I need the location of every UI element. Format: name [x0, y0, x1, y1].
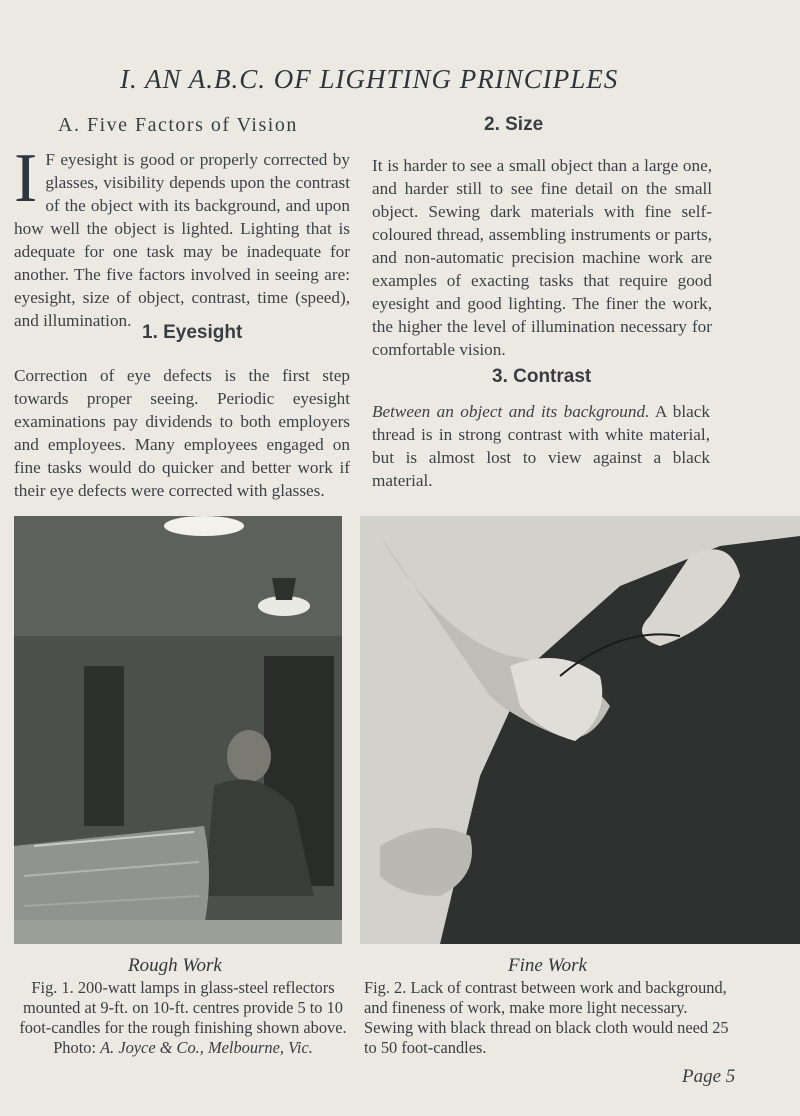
fig2-caption: Fig. 2. Lack of contrast between work and background, and fineness of work, make more light necessary. Sewing with black thread on black cloth would need 25 to 50 foot-candles. — [364, 978, 729, 1057]
contrast-body: A black thread is in strong contrast with white material, but is almost lost to view against a black material. — [372, 402, 711, 490]
eyesight-heading: 1. Eyesight — [142, 322, 243, 343]
contrast-heading: 3. Contrast — [492, 366, 592, 387]
contrast-text — [372, 400, 710, 492]
fine-work-photo — [360, 516, 800, 944]
photo-credit-prefix: Photo: — [53, 1038, 96, 1057]
photo-credit-name: A. Joyce & Co., Melbourne, Vic. — [100, 1038, 313, 1057]
fig2-title: Fine Work — [508, 955, 587, 976]
page-number: Page 5 — [682, 1066, 736, 1087]
size-heading: 2. Size — [484, 114, 544, 135]
fig1-caption — [8, 978, 358, 1058]
intro-paragraph — [14, 140, 350, 332]
page-title: I. AN A.B.C. OF LIGHTING PRINCIPLES — [120, 64, 619, 94]
intro-text: F eyesight is good or properly corrected by glasses, visibility depends upon the contrast of the object with its background, and upon how well the object is lighted. Lighting that is adequate for one task may be inadequate for another. The five factors involved in seeing are: eyesight, size of object, contrast, time (speed), and illumination. — [14, 150, 350, 330]
fig1-caption-text: Fig. 1. 200-watt lamps in glass-steel reflectors mounted at 9-ft. on 10-ft. centres provide 5 to 10 foot-candles for the rough finishing shown above. — [19, 978, 347, 1037]
size-text: It is harder to see a small object than a large one, and harder still to see fine detail on the small object. Sewing dark materials with fine self-coloured thread, assembling instruments or parts, and non-automatic precision machine work are examples of exacting tasks that require good eyesight and good lighting. The finer the work, the higher the level of illumination necessary for comfortable vision. — [372, 156, 712, 359]
section-heading: A. Five Factors of Vision — [58, 114, 298, 136]
rough-work-illustration — [14, 516, 342, 944]
contrast-lead: Between an object and its background. — [372, 402, 650, 421]
fig1-photo-credit — [8, 1038, 358, 1058]
fine-work-illustration — [360, 516, 800, 944]
fig1-title: Rough Work — [128, 955, 222, 976]
rough-work-photo — [14, 516, 342, 944]
eyesight-text: Correction of eye defects is the first step towards proper seeing. Periodic eyesight examinations pay dividends to both employers and employees. Many employees engaged on fine tasks would do quicker and better work if their eye defects were corrected with glasses. — [14, 366, 350, 500]
drop-cap: I — [14, 140, 38, 217]
